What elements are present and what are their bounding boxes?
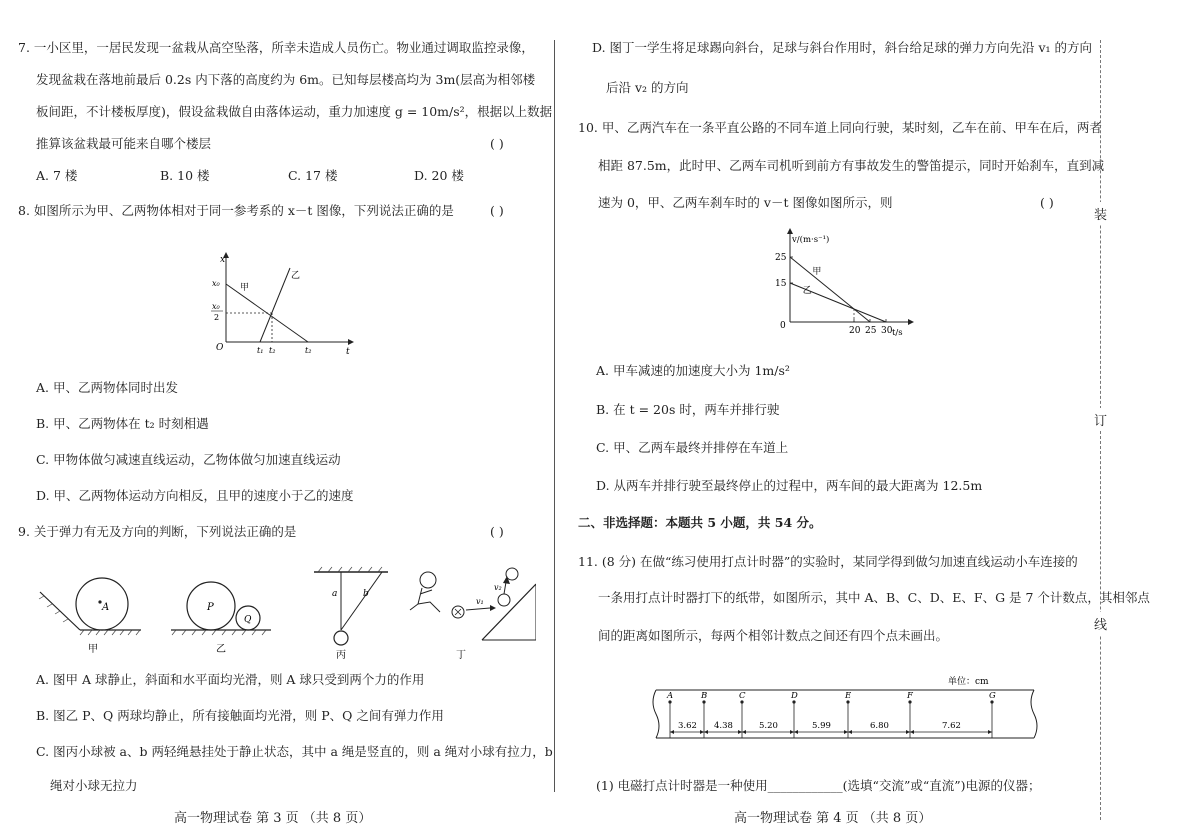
tape-label-E: E — [845, 691, 852, 701]
tape-gap-value-0: 3.62 — [678, 721, 697, 731]
q9-rope-a-label: a — [332, 589, 338, 599]
q9-v1-label: v₁ — [476, 597, 484, 606]
tape-gap-arrow-r-5 — [988, 730, 992, 734]
q10-option-a: A. 甲车减速的加速度大小为 1m/s² — [596, 363, 790, 378]
left-footer: 高一物理试卷 第 3 页 （共 8 页） — [174, 811, 372, 826]
q9-caption-jia: 甲 — [88, 644, 98, 655]
right-page — [578, 0, 1150, 832]
x-tick-label-0: 20 — [849, 326, 861, 336]
tape-gap-value-5: 7.62 — [942, 721, 961, 731]
q10-paren: ( ) — [1040, 195, 1054, 210]
x-tick-label-1: 25 — [865, 326, 877, 336]
q10-line1: 10. 甲、乙两汽车在一条平直公路的不同车道上同向行驶，某时刻，乙车在前、甲车在后，两者 — [578, 120, 1102, 135]
q9-figures — [36, 560, 536, 660]
series-label-0: 甲 — [812, 266, 822, 277]
tape-gap-arrow-l-5 — [910, 730, 914, 734]
q8-label-jia: 甲 — [240, 283, 250, 293]
tape-gap-arrow-l-0 — [670, 730, 674, 734]
q8-y-axis-label: x — [220, 255, 226, 265]
q11-line3: 间的距离如图所示，每两个相邻计数点之间还有四个点未画出。 — [598, 628, 949, 643]
tape-gap-arrow-r-3 — [844, 730, 848, 734]
q9-fig-bing — [314, 567, 388, 645]
q11-tape-unit: 单位：cm — [948, 677, 989, 687]
q8-t1: t₁ — [257, 346, 264, 355]
q10-y-axis-label: v/(m·s⁻¹) — [792, 235, 830, 245]
q7-paren: ( ) — [490, 136, 504, 151]
q9-caption-bing: 丙 — [336, 650, 346, 660]
tape-label-G: G — [989, 691, 996, 701]
binding-char-zhuang: 装 — [1094, 202, 1107, 225]
tape-label-D: D — [791, 691, 798, 701]
q9-option-d-line2: 后沿 v₂ 的方向 — [606, 80, 689, 95]
q9-rope-b-label: b — [363, 589, 369, 599]
q11-sub1: (1) 电磁打点计时器是一种使用____________(选填“交流”或“直流”)电源的仪器； — [596, 778, 1041, 793]
right-footer: 高一物理试卷 第 4 页 （共 8 页） — [734, 811, 932, 826]
tape-gap-arrow-r-0 — [700, 730, 704, 734]
tape-gap-value-4: 6.80 — [870, 721, 889, 731]
q10-origin: 0 — [780, 321, 786, 331]
q9-caption-ding: 丁 — [456, 650, 466, 660]
q7-line3: 板间距，不计楼板厚度)，假设盆栽做自由落体运动，重力加速度 g = 10m/s²，根据以上数据 — [36, 104, 553, 119]
q8-paren: ( ) — [490, 203, 504, 218]
q8-x-axis-label: t — [346, 347, 350, 357]
tape-gap-arrow-r-1 — [738, 730, 742, 734]
q9-fig-jia — [39, 578, 141, 635]
q8-option-c: C. 甲物体做匀减速直线运动，乙物体做匀加速直线运动 — [36, 452, 341, 467]
q9-option-a: A. 图甲 A 球静止，斜面和水平面均光滑，则 A 球只受到两个力的作用 — [36, 672, 425, 687]
tape-gap-arrow-r-4 — [906, 730, 910, 734]
q9-ball-q-label: Q — [244, 615, 252, 625]
q7-option-d: D. 20 楼 — [414, 168, 464, 183]
q8-y-tick-x0: x₀ — [212, 279, 220, 288]
q9-option-c-line1: C. 图丙小球被 a、b 两轻绳悬挂处于静止状态，其中 a 绳是竖直的，则 a 绳对小球有拉力，b — [36, 744, 553, 759]
q7-line4: 推算该盆栽最可能来自哪个楼层 — [36, 136, 212, 151]
q8-xt-graph — [198, 250, 358, 360]
q10-option-d: D. 从两车并排行驶至最终停止的过程中，两车间的最大距离为 12.5m — [596, 478, 983, 493]
q9-fig-yi — [171, 582, 271, 635]
binding-char-ding: 订 — [1094, 408, 1107, 431]
q9-stem: 9. 关于弹力有无及方向的判断，下列说法正确的是 — [18, 524, 297, 539]
q9-ball-p-label: P — [207, 602, 214, 613]
q8-label-yi: 乙 — [291, 271, 301, 281]
tape-gap-value-2: 5.20 — [759, 721, 778, 731]
tape-label-A: A — [667, 691, 674, 701]
q10-option-b: B. 在 t = 20s 时，两车并排行驶 — [596, 402, 780, 417]
q8-origin: O — [216, 343, 224, 353]
q7-option-c: C. 17 楼 — [288, 168, 338, 183]
q8-option-a: A. 甲、乙两物体同时出发 — [36, 380, 178, 395]
q10-line3: 速为 0，甲、乙两车刹车时的 v－t 图像如图所示，则 — [598, 195, 893, 210]
q10-option-c: C. 甲、乙两车最终并排停在车道上 — [596, 440, 789, 455]
y-tick-label-0: 15 — [775, 279, 787, 289]
q7-option-a: A. 7 楼 — [36, 168, 78, 183]
q9-paren: ( ) — [490, 524, 504, 539]
series-label-1: 乙 — [802, 285, 812, 296]
q9-option-d-line1: D. 图丁一学生将足球踢向斜台，足球与斜台作用时，斜台给足球的弹力方向先沿 v₁ 的方向 — [592, 40, 1093, 55]
q8-y-tick-half-den: 2 — [214, 313, 220, 322]
tape-gap-arrow-l-3 — [794, 730, 798, 734]
q9-caption-yi: 乙 — [216, 644, 226, 655]
y-tick-label-1: 25 — [775, 253, 787, 263]
q8-option-d: D. 甲、乙两物体运动方向相反，且甲的速度小于乙的速度 — [36, 488, 354, 503]
q9-fig-ding — [410, 568, 536, 640]
tape-gap-arrow-r-2 — [790, 730, 794, 734]
tape-gap-arrow-l-2 — [742, 730, 746, 734]
tape-gap-value-1: 4.38 — [714, 721, 733, 731]
section-2-heading: 二、非选择题：本题共 5 小题，共 54 分。 — [578, 515, 822, 530]
page-divider — [554, 40, 555, 792]
q8-stem: 8. 如图所示为甲、乙两物体相对于同一参考系的 x－t 图像，下列说法正确的是 — [18, 203, 454, 218]
q10-x-axis-label: t/s — [892, 328, 903, 338]
q10-line2: 相距 87.5m，此时甲、乙两车司机听到前方有事故发生的警笛提示，同时开始刹车，直到减 — [598, 158, 1105, 173]
q10-vt-chart — [758, 228, 918, 340]
q11-paper-tape — [648, 672, 1043, 762]
tape-gap-value-3: 5.99 — [812, 721, 831, 731]
x-tick-label-2: 30 — [881, 326, 893, 336]
q8-t3: t₂ — [305, 346, 312, 355]
q9-v2-label: v₂ — [494, 583, 502, 592]
tape-label-B: B — [701, 691, 708, 701]
q11-line2: 一条用打点计时器打下的纸带，如图所示，其中 A、B、C、D、E、F、G 是 7 个计数点，其相邻点 — [598, 590, 1150, 605]
tape-gap-arrow-l-4 — [848, 730, 852, 734]
tape-label-C: C — [739, 691, 746, 701]
q7-option-b: B. 10 楼 — [160, 168, 210, 183]
q9-option-b: B. 图乙 P、Q 两球均静止，所有接触面均光滑，则 P、Q 之间有弹力作用 — [36, 708, 444, 723]
q7-line2: 发现盆栽在落地前最后 0.2s 内下落的高度约为 6m。已知每层楼高均为 3m(层高为相邻楼 — [36, 72, 536, 87]
left-page — [18, 0, 553, 832]
tape-label-F: F — [907, 691, 913, 701]
q9-ball-a-label: A — [102, 602, 110, 613]
q9-option-c-line2: 绳对小球无拉力 — [50, 778, 138, 793]
q8-t2: t₂ — [269, 346, 276, 355]
q8-y-tick-half-num: x₀ — [212, 302, 220, 311]
q8-option-b: B. 甲、乙两物体在 t₂ 时刻相遇 — [36, 416, 209, 431]
binding-char-xian: 线 — [1094, 612, 1107, 635]
q11-line1: 11. (8 分) 在做“练习使用打点计时器”的实验时，某同学得到做匀加速直线运动小车连接的 — [578, 554, 1078, 569]
tape-gap-arrow-l-1 — [704, 730, 708, 734]
q7-line1: 7. 一小区里，一居民发现一盆栽从高空坠落，所幸未造成人员伤亡。物业通过调取监控录像， — [18, 40, 534, 55]
